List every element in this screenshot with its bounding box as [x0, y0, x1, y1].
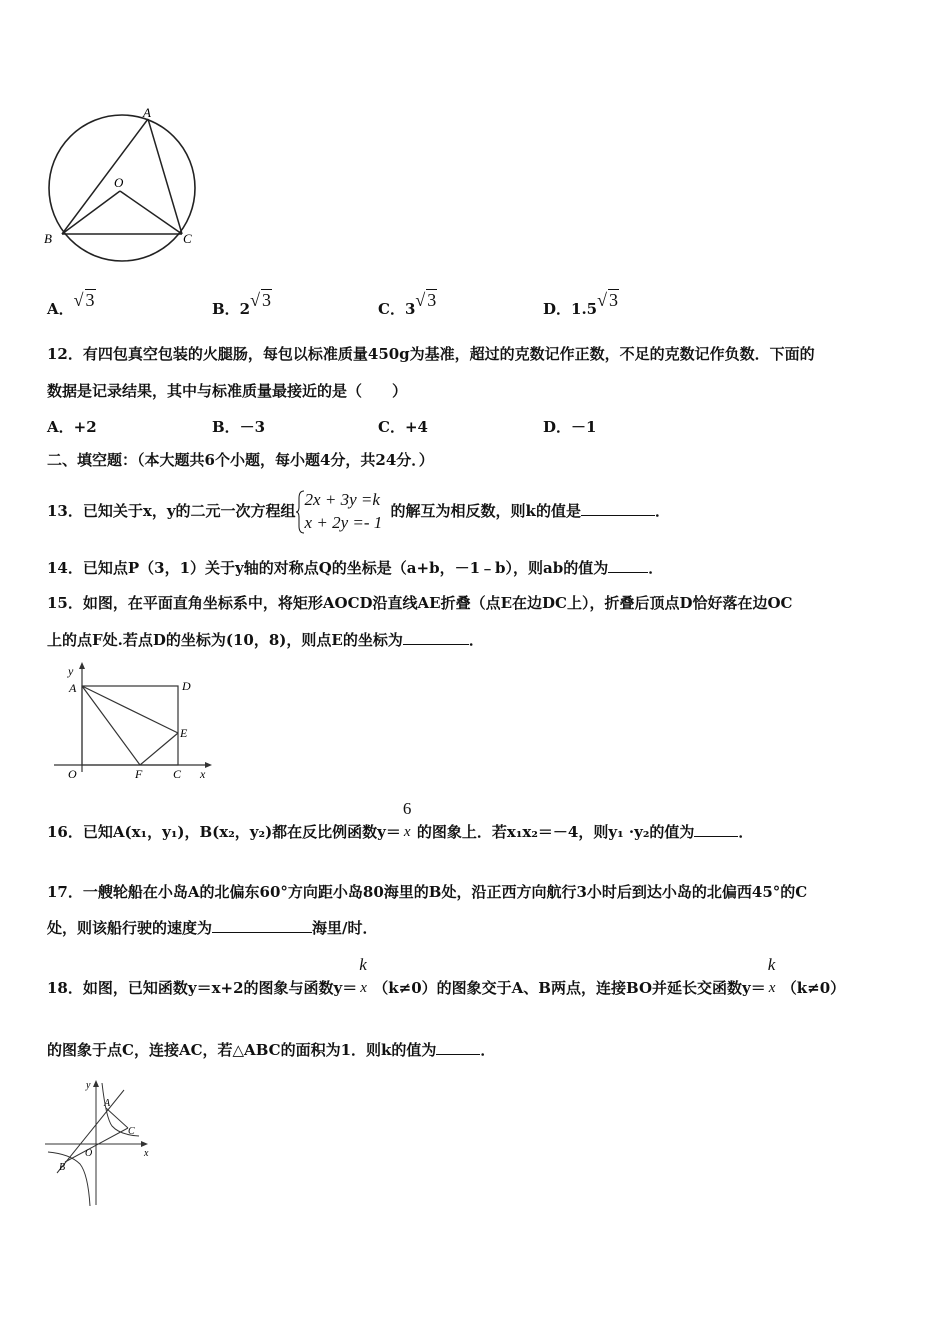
q17-answer-blank[interactable] — [212, 918, 312, 933]
section-heading-fill-in: 二、填空题：（本大题共6个小题，每小题4分，共24分．） — [47, 451, 434, 469]
svg-text:C: C — [173, 767, 182, 781]
svg-text:O: O — [85, 1148, 93, 1159]
q16-text: 16．已知A(x₁，y₁)，B(x₂，y₂)都在反比例函数y＝ — [47, 823, 401, 841]
q12-line2: 数据是记录结果，其中与标准质量最接近的是（ ） — [47, 382, 408, 400]
q12-line1: 12．有四包真空包装的火腿肠，每包以标准质量450g为基准，超过的克数记作正数，不足的克数记作负数．下面的 — [47, 345, 815, 363]
q13-answer-blank[interactable] — [581, 501, 655, 516]
svg-text:B: B — [59, 1162, 66, 1173]
q18-line2: 的图象于点C，连接AC，若△ABC的面积为1．则k的值为 ． — [47, 1041, 496, 1059]
q18-answer-blank[interactable] — [436, 1040, 480, 1055]
q18-function-graph-figure — [42, 1078, 157, 1208]
q12-option-c[interactable]: C．+4 — [378, 418, 428, 436]
q15-rectangle-figure — [52, 662, 217, 784]
sqrt-symbol: √ 3 — [415, 290, 437, 310]
fraction-k-over-x-2: k x — [767, 955, 776, 996]
svg-text:C: C — [128, 1126, 135, 1137]
svg-text:F: F — [135, 767, 143, 781]
q15-answer-blank[interactable] — [403, 630, 469, 645]
sqrt-symbol: √ 3 — [73, 290, 95, 310]
q18-line1: 18．如图，已知函数y＝x+2的图象与函数y＝ k x （k≠0）的图象交于A、B两点，连接BO并延长交函数y＝ k x （k≠0） — [47, 955, 846, 997]
q17-line2: 处，则该船行驶的速度为 海里/时． — [47, 919, 378, 937]
q16: 16．已知A(x₁，y₁)，B(x₂，y₂)都在反比例函数y＝ 6 x 的图象上．若x₁x₂＝－4，则y₁ ·y₂的值为 ． — [47, 799, 754, 841]
q15-line1: 15．如图，在平面直角坐标系中，将矩形AOCD沿直线AE折叠（点E在边DC上），折叠后顶点D恰好落在边OC — [47, 594, 793, 612]
equation-system: 2x + 3y =k x + 2y =- 1 — [296, 490, 391, 534]
q14: 14．已知点P（3，1）关于y轴的对称点Q的坐标是（a+b，－1﹣b），则ab的值为 ． — [47, 559, 664, 577]
q11-circle-figure — [40, 103, 210, 273]
q12-option-b[interactable]: B．－3 — [212, 418, 266, 436]
q12-option-a[interactable]: A．+2 — [47, 418, 97, 436]
q17-line1: 17．一艘轮船在小岛A的北偏东60°方向距小岛80海里的B处，沿正西方向航行3小时后到达小岛的北偏西45°的C — [47, 883, 808, 901]
svg-text:D: D — [182, 679, 191, 693]
q16-answer-blank[interactable] — [694, 822, 738, 837]
sqrt-symbol: √ 3 — [250, 290, 272, 310]
svg-text:y: y — [86, 1080, 91, 1091]
svg-text:y: y — [68, 664, 74, 678]
svg-text:E: E — [180, 726, 188, 740]
svg-text:x: x — [200, 767, 206, 781]
svg-text:A: A — [104, 1098, 111, 1109]
svg-text:O: O — [68, 767, 77, 781]
q11-option-b[interactable]: B．2√ 3 — [212, 290, 272, 318]
svg-text:x: x — [144, 1148, 149, 1159]
q13: 13．已知关于x，y的二元一次方程组 2x + 3y =k x + 2y =- 1 的解互为相反数，则k的值是 ． — [47, 490, 670, 532]
q15-line2: 上的点F处.若点D的坐标为(10，8)，则点E的坐标为 ． — [47, 631, 484, 649]
label-c: C — [183, 231, 192, 246]
q11-option-d[interactable]: D．1.5√ 3 — [543, 290, 618, 318]
q11-option-a[interactable]: A．√ 3 — [47, 290, 95, 318]
sqrt-symbol: √ 3 — [597, 290, 618, 310]
label-b: B — [44, 231, 52, 246]
q12-option-d[interactable]: D．－1 — [543, 418, 597, 436]
q11-option-c[interactable]: C．3√ 3 — [378, 290, 437, 318]
label-o: O — [114, 175, 124, 190]
q14-answer-blank[interactable] — [608, 558, 648, 573]
fraction-6-over-x: 6 x — [402, 799, 412, 840]
fraction-k-over-x: k x — [359, 955, 367, 996]
svg-text:A: A — [69, 681, 77, 695]
label-a: A — [143, 105, 151, 120]
